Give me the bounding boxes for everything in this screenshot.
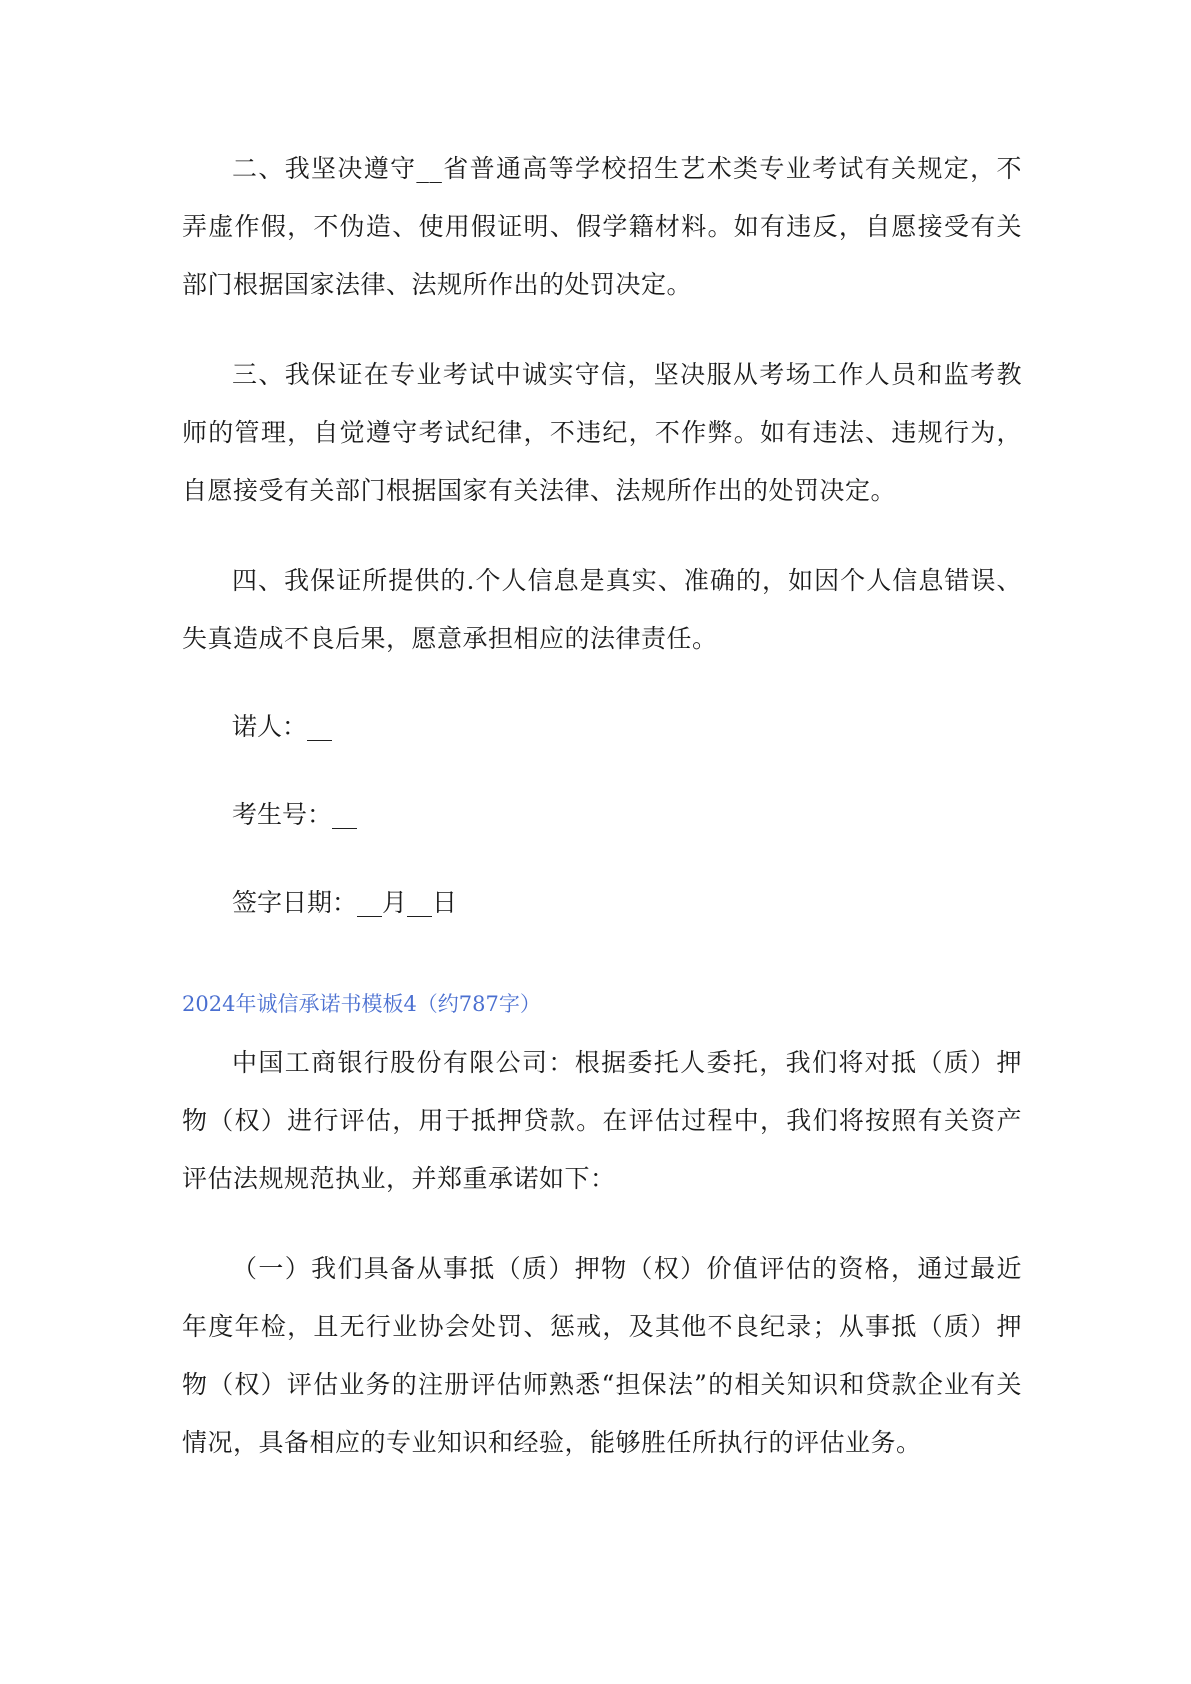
promisor-line: 诺人：__ bbox=[232, 712, 333, 741]
signature-date-line: 签字日期：__月__日 bbox=[232, 888, 458, 917]
paragraph-bank-intro: 中国工商银行股份有限公司：根据委托人委托，我们将对抵（质）押物（权）进行评估，用于抵押贷款。在评估过程中，我们将按照有关资产评估法规规范执业，并郑重承诺如下： bbox=[182, 1048, 1022, 1193]
paragraph-item-one: （一）我们具备从事抵（质）押物（权）价值评估的资格，通过最近年度年检，且无行业协会处罚、惩戒，及其他不良纪录；从事抵（质）押物（权）评估业务的注册评估师熟悉“担保法”的相关知识和贷款企业有关情况，具备相应的专业知识和经验，能够胜任所执行的评估业务。 bbox=[182, 1254, 1022, 1457]
document-page bbox=[182, 140, 1022, 1472]
paragraph-three: 三、我保证在专业考试中诚实守信，坚决服从考场工作人员和监考教师的管理，自觉遵守考试纪律，不违纪，不作弊。如有违法、违规行为，自愿接受有关部门根据国家有关法律、法规所作出的处罚决定。 bbox=[182, 360, 1022, 505]
section-heading: 2024年诚信承诺书模板4（约787字） bbox=[182, 992, 541, 1016]
paragraph-two: 二、我坚决遵守__省普通高等学校招生艺术类专业考试有关规定，不弄虚作假，不伪造、使用假证明、假学籍材料。如有违反，自愿接受有关部门根据国家法律、法规所作出的处罚决定。 bbox=[182, 154, 1022, 299]
exam-number-line: 考生号：__ bbox=[232, 800, 358, 829]
paragraph-four: 四、我保证所提供的.个人信息是真实、准确的，如因个人信息错误、失真造成不良后果，愿意承担相应的法律责任。 bbox=[182, 566, 1022, 653]
